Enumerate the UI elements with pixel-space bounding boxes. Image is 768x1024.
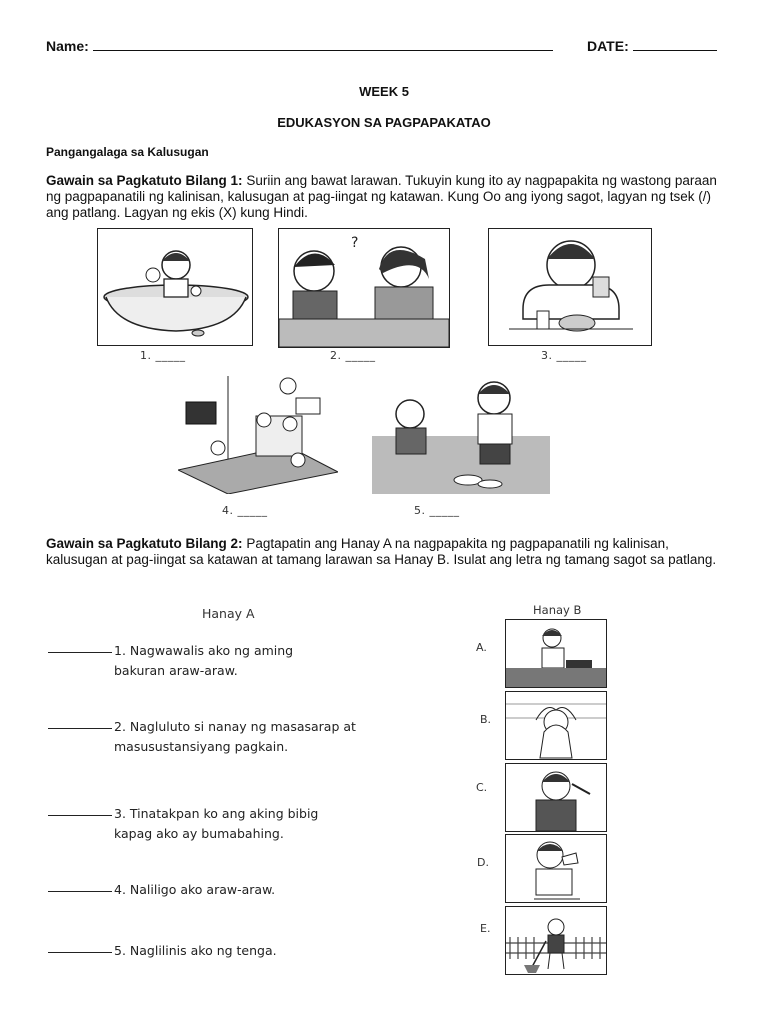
item-1-line2: bakuran araw-araw. [114,663,238,678]
hanay-a-item-4 [48,880,275,900]
activity1-instructions [46,173,726,221]
boys-playing-barefoot-icon [372,376,550,494]
child-bathing-in-tub-icon [98,229,252,345]
boy-sneezing-covering-mouth-icon [506,835,606,902]
boy-sweeping-yard-icon [506,907,606,974]
caption-4: 4. _____ [222,504,268,517]
hanay-b-picture-e [505,906,607,975]
date-field[interactable] [587,38,717,54]
child-bathing-shower-icon [506,692,606,759]
item-3-line1: 3. Tinatakpan ko ang aking bibig [114,806,319,821]
activity2-instructions [46,536,726,568]
name-field[interactable] [46,38,553,54]
item-2-line1: 2. Nagluluto si nanay ng masasarap at [114,719,356,734]
subject-title: EDUKASYON SA PAGPAPAKATAO [277,115,491,130]
hanay-b-picture-c [505,763,607,832]
picture-1 [97,228,253,346]
answer-blank-5[interactable] [48,952,112,953]
hanay-a-title: Hanay A [202,606,255,621]
date-label: DATE: [587,38,629,54]
letter-b: B. [480,713,492,726]
hanay-b-title: Hanay B [533,603,582,617]
picture-5 [372,376,550,494]
item-2-line2: masusustansiyang pagkain. [114,739,289,754]
boy-eating-junk-food-icon [489,229,651,345]
hanay-a-item-5 [48,941,277,961]
woman-cooking-icon [506,620,606,687]
item-1-line1: 1. Nagwawalis ako ng aming [114,643,294,658]
caption-3: 3. _____ [541,349,587,362]
activity1-text: Suriin ang bawat larawan. Tukuyin kung ito ay nagpapakita ng wastong paraan ng pagpapanatili ng kalinisan, kalusugan at pag-iingat ng katawan. Kung Oo ang iyong sagot, lagyan ng tsek (/) ang patlang. Lagyan ng ekis (X) kung Hindi. [46,173,717,220]
activity2-label: Gawain sa Pagkatuto Bilang 2: [46,536,243,551]
hanay-b-picture-d [505,834,607,903]
letter-c: C. [476,781,488,794]
hanay-a-item-1 [48,641,293,681]
hanay-b-picture-b [505,691,607,760]
mother-and-son-with-pills-icon [279,229,449,347]
caption-1: 1. _____ [140,349,186,362]
letter-a: A. [476,641,487,654]
picture-2 [278,228,450,348]
family-watching-tv-icon [178,376,338,494]
activity2-text: Pagtapatin ang Hanay A na nagpapakita ng pagpapanatili ng kalinisan, kalusugan at pag-iingat sa katawan at tamang larawan sa Hanay B. Isulat ang letra ng tamang sagot sa patlang. [46,536,717,567]
item-3-line2: kapag ako ay bumabahing. [114,826,284,841]
topic-heading: Pangangalaga sa Kalusugan [46,145,209,159]
hanay-b-picture-a [505,619,607,688]
answer-blank-3[interactable] [48,815,112,816]
item-4-line1: 4. Naliligo ako araw-araw. [114,882,276,897]
hanay-a-item-3 [48,804,318,844]
picture-3 [488,228,652,346]
item-5-line1: 5. Naglilinis ako ng tenga. [114,943,277,958]
boy-cleaning-ear-icon [506,764,606,831]
answer-blank-1[interactable] [48,652,112,653]
caption-5: 5. _____ [414,504,460,517]
name-blank[interactable] [93,38,553,51]
letter-d: D. [477,856,489,869]
date-blank[interactable] [633,38,717,51]
week-title: WEEK 5 [359,84,409,99]
letter-e: E. [480,922,491,935]
hanay-a-item-2 [48,717,356,757]
answer-blank-4[interactable] [48,891,112,892]
answer-blank-2[interactable] [48,728,112,729]
svg-text:?: ? [351,235,359,251]
picture-4 [178,376,338,494]
name-label: Name: [46,38,89,54]
activity1-label: Gawain sa Pagkatuto Bilang 1: [46,173,243,188]
caption-2: 2. _____ [330,349,376,362]
